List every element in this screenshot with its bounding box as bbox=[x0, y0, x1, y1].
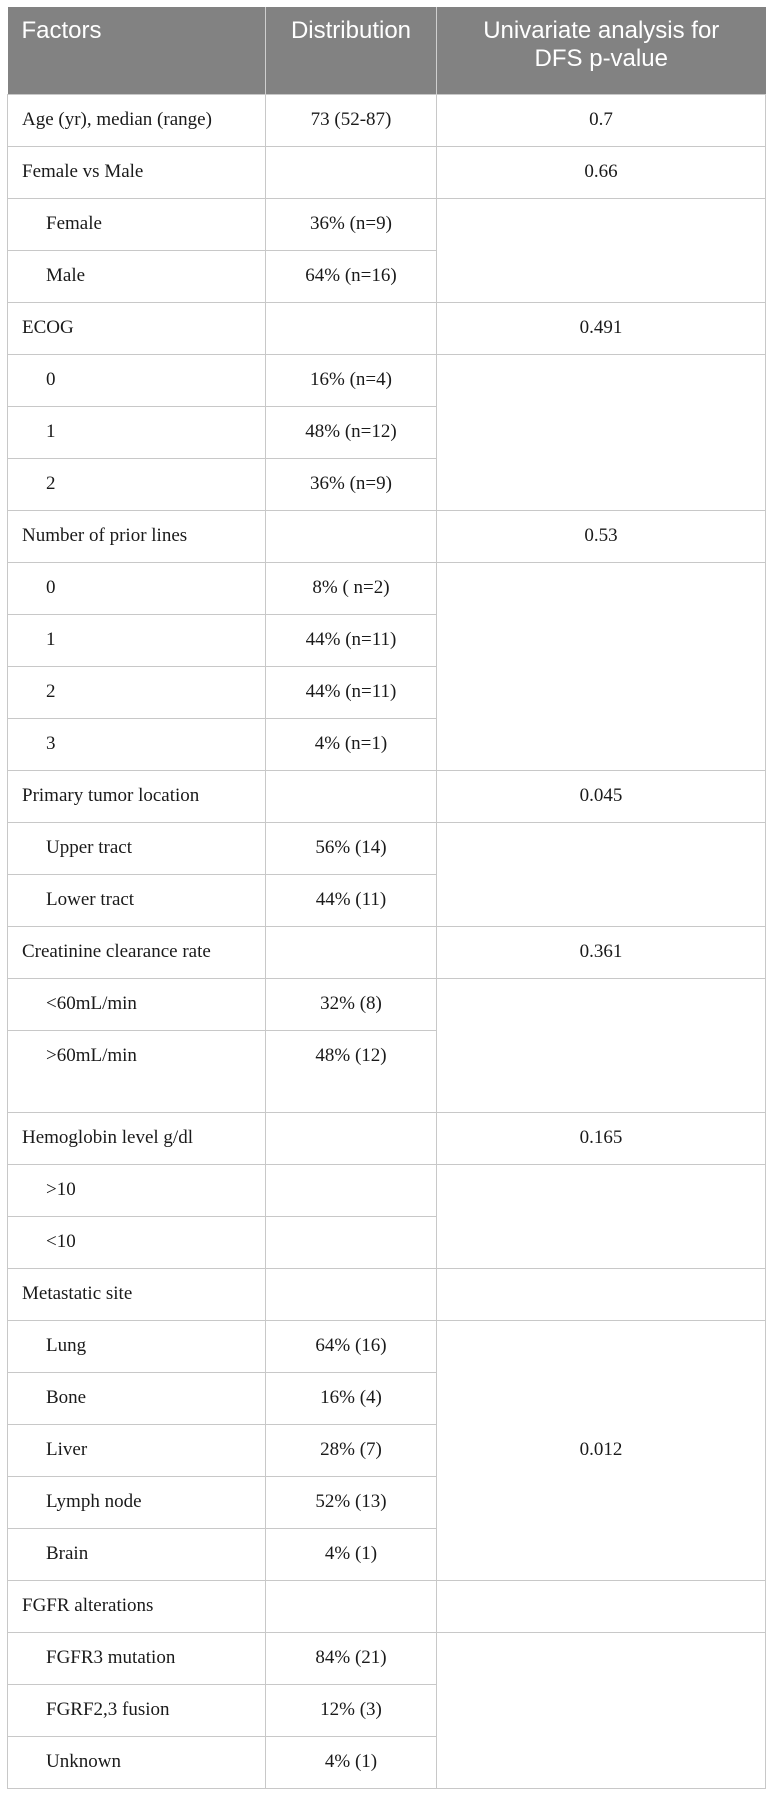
distribution-cell: 8% ( n=2) bbox=[266, 562, 437, 614]
distribution-cell bbox=[266, 1164, 437, 1216]
distribution-cell: 4% (1) bbox=[266, 1528, 437, 1580]
factor-cell: >10 bbox=[8, 1164, 266, 1216]
header-univariate bbox=[437, 7, 766, 94]
distribution-cell: 48% (12) bbox=[266, 1030, 437, 1112]
distribution-cell: 32% (8) bbox=[266, 978, 437, 1030]
table-row bbox=[8, 1268, 766, 1320]
table-row bbox=[8, 822, 766, 874]
factor-cell: Primary tumor location bbox=[8, 770, 266, 822]
header-distribution: Distribution bbox=[266, 7, 437, 94]
factor-cell: >60mL/min bbox=[8, 1030, 266, 1112]
p-value-cell: 0.491 bbox=[437, 302, 766, 354]
data-table bbox=[7, 7, 766, 1789]
p-value-cell: 0.53 bbox=[437, 510, 766, 562]
group-p-value-cell bbox=[437, 562, 766, 770]
factor-cell: Lymph node bbox=[8, 1476, 266, 1528]
distribution-cell bbox=[266, 302, 437, 354]
p-value-cell: 0.165 bbox=[437, 1112, 766, 1164]
distribution-cell: 56% (14) bbox=[266, 822, 437, 874]
table-row bbox=[8, 1112, 766, 1164]
distribution-cell: 4% (n=1) bbox=[266, 718, 437, 770]
p-value-cell: 0.045 bbox=[437, 770, 766, 822]
distribution-cell: 73 (52-87) bbox=[266, 94, 437, 146]
table-row bbox=[8, 94, 766, 146]
distribution-cell bbox=[266, 770, 437, 822]
table-row bbox=[8, 1632, 766, 1684]
factor-cell: Bone bbox=[8, 1372, 266, 1424]
distribution-cell: 44% (n=11) bbox=[266, 666, 437, 718]
factor-cell: Creatinine clearance rate bbox=[8, 926, 266, 978]
factor-cell: Female bbox=[8, 198, 266, 250]
group-p-value-cell bbox=[437, 1632, 766, 1788]
factor-cell: 0 bbox=[8, 562, 266, 614]
factor-cell: <60mL/min bbox=[8, 978, 266, 1030]
factor-cell: Age (yr), median (range) bbox=[8, 94, 266, 146]
p-value-cell: 0.361 bbox=[437, 926, 766, 978]
factor-cell: 2 bbox=[8, 666, 266, 718]
group-p-value-cell bbox=[437, 354, 766, 510]
factor-cell: 1 bbox=[8, 614, 266, 666]
distribution-cell: 84% (21) bbox=[266, 1632, 437, 1684]
factor-cell: ECOG bbox=[8, 302, 266, 354]
factor-cell: FGFR3 mutation bbox=[8, 1632, 266, 1684]
group-p-value-cell: 0.012 bbox=[437, 1320, 766, 1580]
distribution-cell bbox=[266, 146, 437, 198]
distribution-cell bbox=[266, 926, 437, 978]
distribution-cell: 36% (n=9) bbox=[266, 198, 437, 250]
table-row bbox=[8, 562, 766, 614]
distribution-cell: 4% (1) bbox=[266, 1736, 437, 1788]
table-row bbox=[8, 1164, 766, 1216]
factor-cell: Metastatic site bbox=[8, 1268, 266, 1320]
factor-cell: Female vs Male bbox=[8, 146, 266, 198]
p-value-cell bbox=[437, 1580, 766, 1632]
factor-cell: Brain bbox=[8, 1528, 266, 1580]
factor-cell: Lower tract bbox=[8, 874, 266, 926]
distribution-cell: 48% (n=12) bbox=[266, 406, 437, 458]
table-row bbox=[8, 926, 766, 978]
factor-cell: Hemoglobin level g/dl bbox=[8, 1112, 266, 1164]
group-p-value-cell bbox=[437, 822, 766, 926]
distribution-cell bbox=[266, 1580, 437, 1632]
factor-cell: FGRF2,3 fusion bbox=[8, 1684, 266, 1736]
table-row bbox=[8, 1580, 766, 1632]
distribution-cell: 64% (n=16) bbox=[266, 250, 437, 302]
factor-cell: 1 bbox=[8, 406, 266, 458]
table-row bbox=[8, 198, 766, 250]
header-factors: Factors bbox=[8, 7, 266, 94]
table-row bbox=[8, 510, 766, 562]
distribution-cell: 36% (n=9) bbox=[266, 458, 437, 510]
factor-cell: <10 bbox=[8, 1216, 266, 1268]
distribution-cell bbox=[266, 510, 437, 562]
header-univariate-line1: Univariate analysis for bbox=[483, 17, 720, 44]
distribution-cell: 44% (11) bbox=[266, 874, 437, 926]
factor-cell: 3 bbox=[8, 718, 266, 770]
p-value-cell bbox=[437, 1268, 766, 1320]
factor-cell: Upper tract bbox=[8, 822, 266, 874]
table-row bbox=[8, 302, 766, 354]
factor-cell: 2 bbox=[8, 458, 266, 510]
table-row bbox=[8, 146, 766, 198]
p-value-cell: 0.66 bbox=[437, 146, 766, 198]
factor-cell: Male bbox=[8, 250, 266, 302]
distribution-cell bbox=[266, 1216, 437, 1268]
distribution-cell: 64% (16) bbox=[266, 1320, 437, 1372]
group-p-value-cell bbox=[437, 978, 766, 1112]
distribution-cell: 16% (4) bbox=[266, 1372, 437, 1424]
distribution-cell: 16% (n=4) bbox=[266, 354, 437, 406]
group-p-value-cell bbox=[437, 198, 766, 302]
table-header-row bbox=[8, 7, 766, 94]
distribution-cell: 44% (n=11) bbox=[266, 614, 437, 666]
table-row bbox=[8, 978, 766, 1030]
header-univariate-line2: DFS p-value bbox=[534, 45, 668, 72]
distribution-cell: 52% (13) bbox=[266, 1476, 437, 1528]
p-value-cell: 0.7 bbox=[437, 94, 766, 146]
group-p-value-cell bbox=[437, 1164, 766, 1268]
distribution-cell: 28% (7) bbox=[266, 1424, 437, 1476]
factor-cell: Liver bbox=[8, 1424, 266, 1476]
factor-cell: Lung bbox=[8, 1320, 266, 1372]
table-row bbox=[8, 770, 766, 822]
factor-cell: FGFR alterations bbox=[8, 1580, 266, 1632]
factor-cell: Unknown bbox=[8, 1736, 266, 1788]
distribution-cell bbox=[266, 1112, 437, 1164]
factor-cell: Number of prior lines bbox=[8, 510, 266, 562]
table-row bbox=[8, 1320, 766, 1372]
distribution-cell bbox=[266, 1268, 437, 1320]
factor-cell: 0 bbox=[8, 354, 266, 406]
table-row bbox=[8, 354, 766, 406]
distribution-cell: 12% (3) bbox=[266, 1684, 437, 1736]
